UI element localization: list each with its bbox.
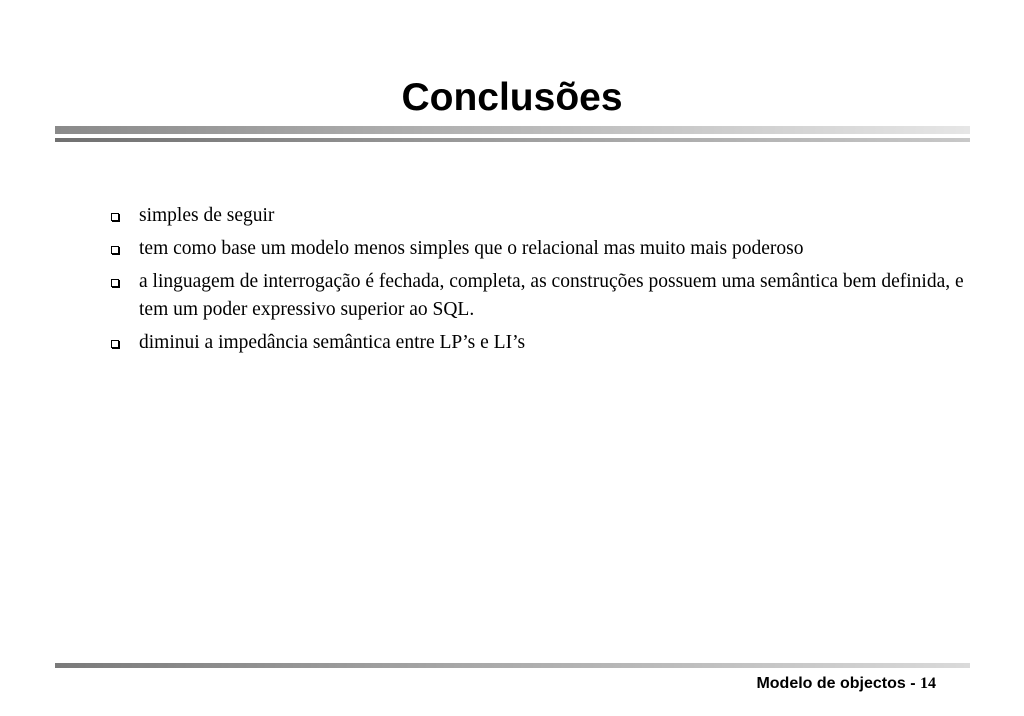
hollow-square-bullet-icon <box>111 340 119 348</box>
footer-label: Modelo de objectos - <box>756 675 920 692</box>
hollow-square-bullet-icon <box>111 246 119 254</box>
title-divider-thick <box>55 126 970 134</box>
list-item <box>108 235 978 263</box>
hollow-square-bullet-icon <box>111 279 119 287</box>
page-number: 14 <box>920 675 936 692</box>
bullet-text: simples de seguir <box>139 205 275 226</box>
title-divider-thin <box>55 138 970 142</box>
bullet-text: a linguagem de interrogação é fechada, completa, as construções possuem uma semântica bem definida, e tem um poder expressivo superior ao SQL. <box>139 271 964 320</box>
slide-title: Conclusões <box>401 76 623 119</box>
bullet-list <box>108 202 978 362</box>
footer-divider <box>55 663 970 668</box>
list-item <box>108 202 978 230</box>
list-item <box>108 329 978 357</box>
list-item <box>108 268 978 324</box>
bullet-text: tem como base um modelo menos simples que o relacional mas muito mais poderoso <box>139 238 804 259</box>
bullet-text: diminui a impedância semântica entre LP’s e LI’s <box>139 332 526 353</box>
hollow-square-bullet-icon <box>111 213 119 221</box>
slide-footer <box>756 673 936 695</box>
